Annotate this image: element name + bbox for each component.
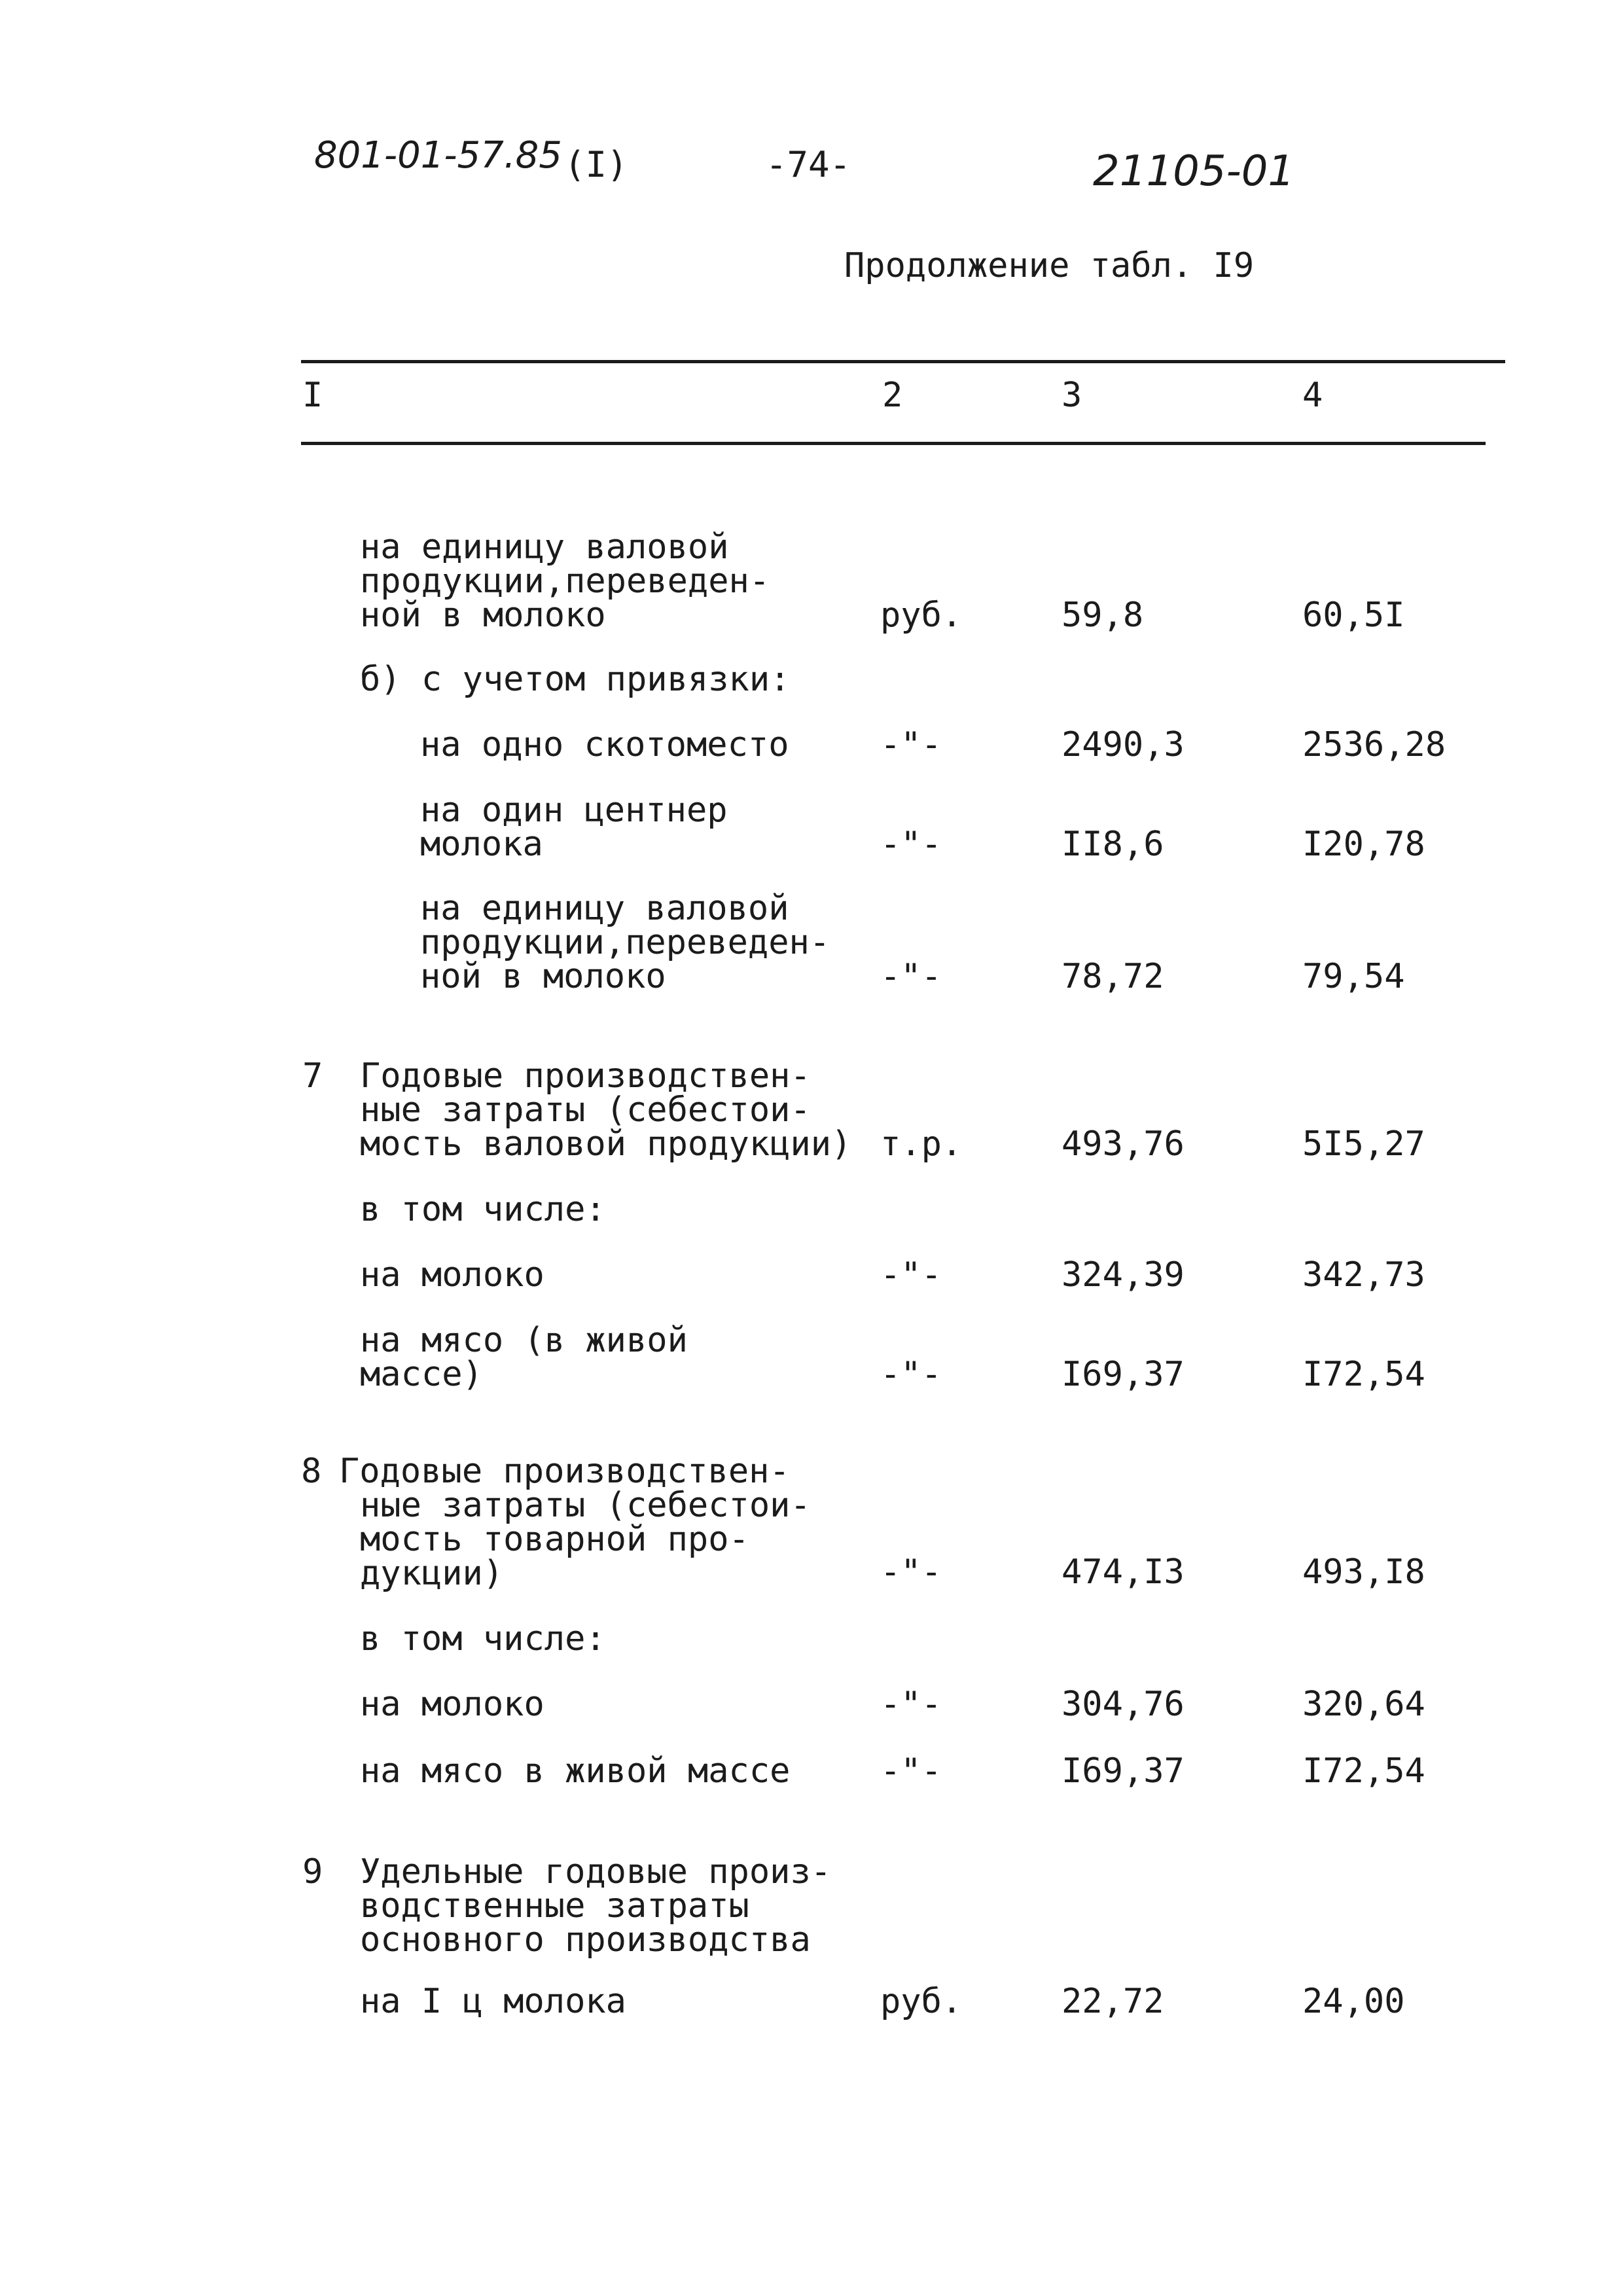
row-label: на один центнер молока: [420, 791, 728, 864]
row-value-4: I20,78: [1302, 825, 1425, 864]
row-label: на единицу валовой продукции,переведен- ной в молоко: [360, 528, 770, 635]
table-header-rule: [301, 442, 1486, 445]
row-label: на молоко: [360, 1685, 544, 1724]
row-unit: -"-: [880, 725, 942, 764]
row-value-3: 59,8: [1061, 596, 1144, 635]
column-header-1: I: [302, 376, 323, 415]
row-label-first-line: Годовые производствен-: [339, 1452, 790, 1491]
row-value-4: 342,73: [1302, 1255, 1425, 1295]
row-unit: руб.: [880, 596, 963, 635]
row-label: б) с учетом привязки:: [360, 660, 791, 699]
document-number: 21105-01: [1093, 147, 1295, 196]
row-unit: -"-: [880, 957, 942, 996]
row-label: на молоко: [360, 1255, 544, 1295]
row-label: Годовые производствен- ные затраты (себестои- мость валовой продукции): [360, 1056, 852, 1164]
column-header-2: 2: [882, 376, 903, 415]
row-label: на одно скотоместо: [420, 725, 789, 764]
row-label: в том числе:: [360, 1190, 606, 1229]
row-label: на мясо (в живой массе): [360, 1321, 688, 1394]
row-unit: -"-: [880, 1685, 942, 1724]
column-header-4: 4: [1302, 376, 1323, 415]
document-code: 801-01-57.85: [314, 134, 562, 177]
row-value-3: 22,72: [1061, 1982, 1164, 2021]
row-value-3: I69,37: [1061, 1751, 1185, 1791]
row-value-3: 474,I3: [1061, 1552, 1185, 1592]
row-value-3: II8,6: [1061, 825, 1164, 864]
row-unit: т.р.: [880, 1124, 963, 1164]
row-number: 7: [302, 1056, 323, 1096]
row-number: 8: [301, 1452, 322, 1491]
page-number: -74-: [766, 144, 851, 185]
row-value-4: I72,54: [1302, 1751, 1425, 1791]
row-unit: -"-: [880, 825, 942, 864]
row-value-3: I69,37: [1061, 1355, 1185, 1394]
row-value-3: 493,76: [1061, 1124, 1185, 1164]
row-value-3: 78,72: [1061, 957, 1164, 996]
row-label: на мясо в живой массе: [360, 1751, 791, 1791]
row-unit: -"-: [880, 1552, 942, 1592]
row-label: на единицу валовой продукции,переведен- ной в молоко: [420, 889, 830, 996]
row-label-continuation: ные затраты (себестои- мость товарной про- дукции): [360, 1486, 811, 1593]
column-header-3: 3: [1061, 376, 1082, 415]
row-value-3: 2490,3: [1061, 725, 1185, 764]
row-value-4: 24,00: [1302, 1982, 1405, 2021]
row-value-3: 324,39: [1061, 1255, 1185, 1295]
row-value-4: 493,I8: [1302, 1552, 1425, 1592]
document-part: (I): [564, 144, 628, 185]
table-top-rule: [301, 360, 1505, 363]
row-value-4: 320,64: [1302, 1685, 1425, 1724]
row-value-4: 60,5I: [1302, 596, 1405, 635]
table-caption: Продолжение табл. I9: [844, 246, 1255, 285]
row-unit: -"-: [880, 1255, 942, 1295]
row-value-4: 2536,28: [1302, 725, 1446, 764]
row-label: Удельные годовые произ- водственные затраты основного производства: [360, 1852, 832, 1960]
row-value-3: 304,76: [1061, 1685, 1185, 1724]
row-value-4: 79,54: [1302, 957, 1405, 996]
row-number: 9: [302, 1852, 323, 1892]
row-unit: -"-: [880, 1751, 942, 1791]
row-value-4: I72,54: [1302, 1355, 1425, 1394]
row-value-4: 5I5,27: [1302, 1124, 1425, 1164]
row-label: на I ц молока: [360, 1982, 626, 2021]
row-unit: руб.: [880, 1982, 963, 2021]
row-unit: -"-: [880, 1355, 942, 1394]
row-label: в том числе:: [360, 1619, 606, 1659]
